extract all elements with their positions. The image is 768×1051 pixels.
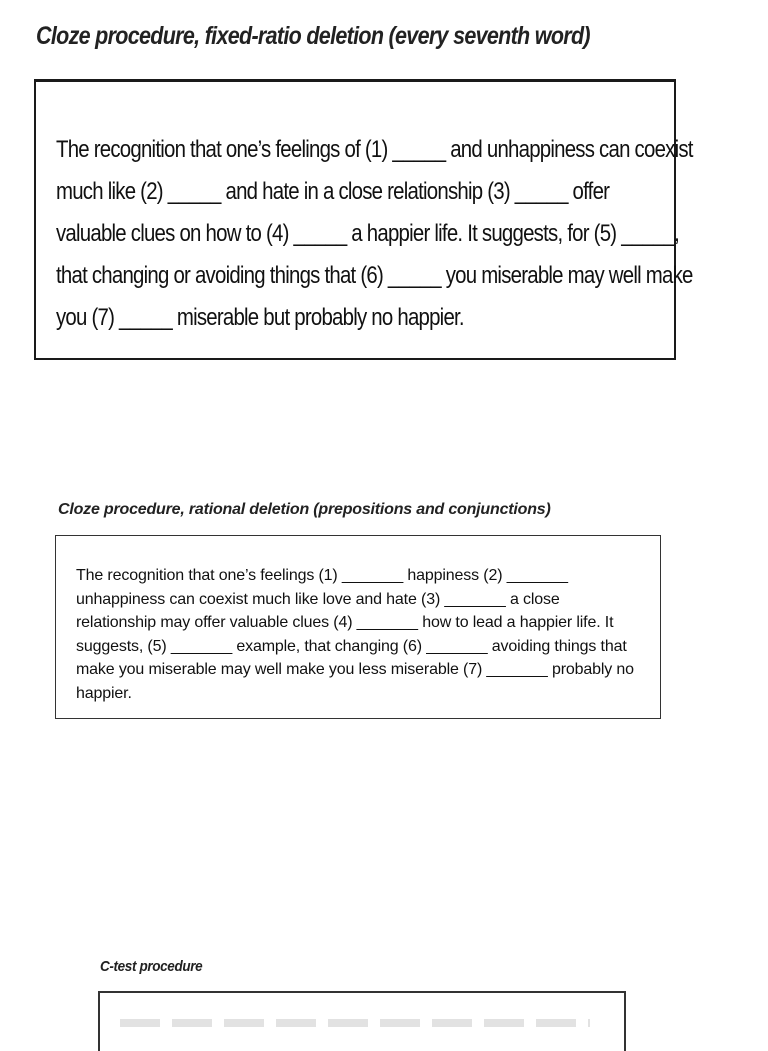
passage-line: relationship may offer valuable clues (4) _______ how to lead a happier life. It bbox=[76, 614, 614, 631]
passage-box-rational-deletion bbox=[55, 535, 661, 719]
passage-line: make you miserable may well make you less miserable (7) _______ probably no bbox=[76, 661, 634, 678]
passage-box-c-test bbox=[98, 991, 626, 1051]
section-heading-c-test: C-test procedure bbox=[100, 958, 203, 975]
passage-line: happier. bbox=[76, 684, 132, 702]
passage-line: unhappiness can coexist much like love and hate (3) _______ a close bbox=[76, 590, 560, 608]
passage-line: The recognition that one’s feelings (1) _______ happiness (2) _______ bbox=[76, 567, 568, 584]
passage-line: much like (2) _____ and hate in a close relationship (3) _____ offer bbox=[56, 178, 610, 205]
cut-off-passage-text bbox=[120, 1019, 590, 1027]
passage-line: that changing or avoiding things that (6) _____ you miserable may well make bbox=[56, 262, 693, 289]
passage-text-fixed-ratio bbox=[56, 129, 693, 339]
passage-line: The recognition that one’s feelings of (1) _____ and unhappiness can coexist bbox=[56, 136, 693, 163]
passage-line: valuable clues on how to (4) _____ a happier life. It suggests, for (5) _____, bbox=[56, 220, 680, 247]
section-heading-rational-deletion: Cloze procedure, rational deletion (prepositions and conjunctions) bbox=[58, 501, 551, 518]
section-heading-fixed-ratio: Cloze procedure, fixed-ratio deletion (every seventh word) bbox=[36, 22, 590, 50]
passage-line: you (7) _____ miserable but probably no happier. bbox=[56, 304, 464, 331]
passage-line: suggests, (5) _______ example, that changing (6) _______ avoiding things that bbox=[76, 637, 627, 655]
passage-text-rational-deletion bbox=[76, 564, 634, 705]
passage-box-fixed-ratio bbox=[34, 79, 693, 360]
